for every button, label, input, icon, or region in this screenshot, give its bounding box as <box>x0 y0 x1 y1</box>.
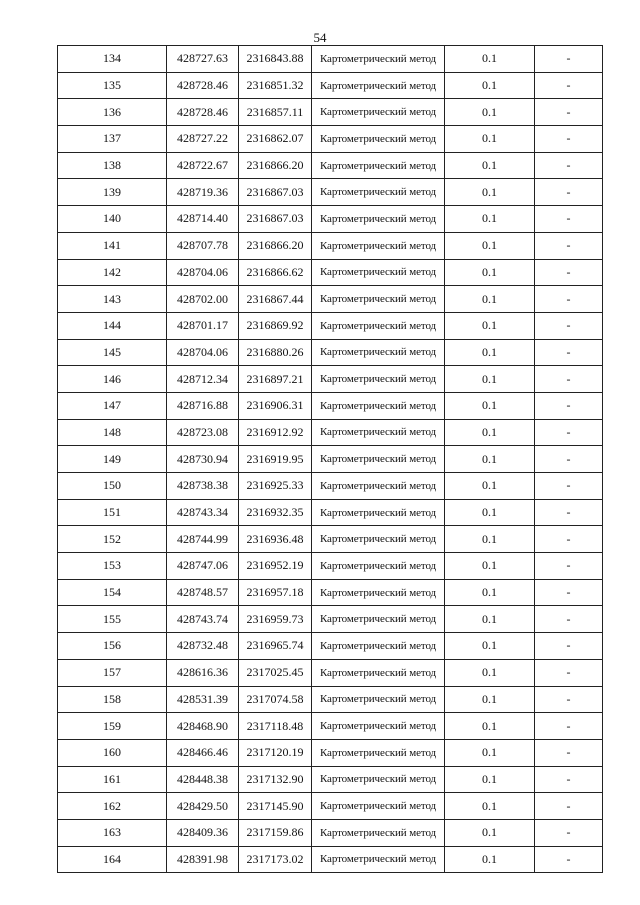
accuracy-cell: 0.1 <box>445 526 535 553</box>
method-cell: Картометрический метод <box>312 286 445 313</box>
point-number-cell: 135 <box>58 72 167 99</box>
x-coordinate-cell: 428747.06 <box>167 553 239 580</box>
point-number-cell: 152 <box>58 526 167 553</box>
accuracy-cell: 0.1 <box>445 686 535 713</box>
x-coordinate-cell: 428409.36 <box>167 819 239 846</box>
table-row <box>58 579 603 606</box>
x-coordinate-cell: 428531.39 <box>167 686 239 713</box>
point-number-cell: 142 <box>58 259 167 286</box>
table-row <box>58 392 603 419</box>
x-coordinate-cell: 428707.78 <box>167 232 239 259</box>
table-row <box>58 766 603 793</box>
x-coordinate-cell: 428704.06 <box>167 339 239 366</box>
method-cell: Картометрический метод <box>312 739 445 766</box>
method-cell: Картометрический метод <box>312 526 445 553</box>
point-number-cell: 150 <box>58 473 167 500</box>
y-coordinate-cell: 2316869.92 <box>239 312 312 339</box>
point-number-cell: 141 <box>58 232 167 259</box>
method-cell: Картометрический метод <box>312 793 445 820</box>
note-cell: - <box>535 152 603 179</box>
accuracy-cell: 0.1 <box>445 846 535 873</box>
table-row <box>58 206 603 233</box>
accuracy-cell: 0.1 <box>445 446 535 473</box>
note-cell: - <box>535 659 603 686</box>
table-row <box>58 286 603 313</box>
x-coordinate-cell: 428727.22 <box>167 126 239 153</box>
accuracy-cell: 0.1 <box>445 633 535 660</box>
note-cell: - <box>535 499 603 526</box>
table-row <box>58 99 603 126</box>
point-number-cell: 164 <box>58 846 167 873</box>
note-cell: - <box>535 579 603 606</box>
note-cell: - <box>535 713 603 740</box>
note-cell: - <box>535 419 603 446</box>
accuracy-cell: 0.1 <box>445 366 535 393</box>
point-number-cell: 153 <box>58 553 167 580</box>
method-cell: Картометрический метод <box>312 499 445 526</box>
method-cell: Картометрический метод <box>312 72 445 99</box>
y-coordinate-cell: 2316897.21 <box>239 366 312 393</box>
x-coordinate-cell: 428748.57 <box>167 579 239 606</box>
accuracy-cell: 0.1 <box>445 793 535 820</box>
table-row <box>58 553 603 580</box>
note-cell: - <box>535 446 603 473</box>
accuracy-cell: 0.1 <box>445 499 535 526</box>
accuracy-cell: 0.1 <box>445 419 535 446</box>
point-number-cell: 146 <box>58 366 167 393</box>
table-row <box>58 72 603 99</box>
note-cell: - <box>535 793 603 820</box>
table-row <box>58 606 603 633</box>
accuracy-cell: 0.1 <box>445 72 535 99</box>
x-coordinate-cell: 428719.36 <box>167 179 239 206</box>
note-cell: - <box>535 99 603 126</box>
accuracy-cell: 0.1 <box>445 152 535 179</box>
x-coordinate-cell: 428743.34 <box>167 499 239 526</box>
table-row <box>58 846 603 873</box>
note-cell: - <box>535 126 603 153</box>
point-number-cell: 163 <box>58 819 167 846</box>
point-number-cell: 151 <box>58 499 167 526</box>
accuracy-cell: 0.1 <box>445 766 535 793</box>
accuracy-cell: 0.1 <box>445 713 535 740</box>
table-row <box>58 339 603 366</box>
point-number-cell: 137 <box>58 126 167 153</box>
table-row <box>58 152 603 179</box>
accuracy-cell: 0.1 <box>445 46 535 73</box>
method-cell: Картометрический метод <box>312 766 445 793</box>
accuracy-cell: 0.1 <box>445 606 535 633</box>
note-cell: - <box>535 179 603 206</box>
x-coordinate-cell: 428429.50 <box>167 793 239 820</box>
point-number-cell: 138 <box>58 152 167 179</box>
y-coordinate-cell: 2316906.31 <box>239 392 312 419</box>
point-number-cell: 143 <box>58 286 167 313</box>
y-coordinate-cell: 2316866.20 <box>239 232 312 259</box>
y-coordinate-cell: 2316952.19 <box>239 553 312 580</box>
x-coordinate-cell: 428702.00 <box>167 286 239 313</box>
method-cell: Картометрический метод <box>312 686 445 713</box>
table-row <box>58 446 603 473</box>
y-coordinate-cell: 2317173.02 <box>239 846 312 873</box>
accuracy-cell: 0.1 <box>445 126 535 153</box>
table-row <box>58 793 603 820</box>
point-number-cell: 144 <box>58 312 167 339</box>
method-cell: Картометрический метод <box>312 152 445 179</box>
point-number-cell: 159 <box>58 713 167 740</box>
y-coordinate-cell: 2316965.74 <box>239 633 312 660</box>
x-coordinate-cell: 428744.99 <box>167 526 239 553</box>
method-cell: Картометрический метод <box>312 713 445 740</box>
method-cell: Картометрический метод <box>312 419 445 446</box>
y-coordinate-cell: 2316867.03 <box>239 206 312 233</box>
y-coordinate-cell: 2317120.19 <box>239 739 312 766</box>
method-cell: Картометрический метод <box>312 446 445 473</box>
table-row <box>58 819 603 846</box>
point-number-cell: 149 <box>58 446 167 473</box>
accuracy-cell: 0.1 <box>445 312 535 339</box>
note-cell: - <box>535 232 603 259</box>
table-row <box>58 259 603 286</box>
y-coordinate-cell: 2316851.32 <box>239 72 312 99</box>
y-coordinate-cell: 2317145.90 <box>239 793 312 820</box>
method-cell: Картометрический метод <box>312 99 445 126</box>
x-coordinate-cell: 428727.63 <box>167 46 239 73</box>
y-coordinate-cell: 2317025.45 <box>239 659 312 686</box>
point-number-cell: 140 <box>58 206 167 233</box>
method-cell: Картометрический метод <box>312 179 445 206</box>
note-cell: - <box>535 366 603 393</box>
point-number-cell: 157 <box>58 659 167 686</box>
accuracy-cell: 0.1 <box>445 99 535 126</box>
method-cell: Картометрический метод <box>312 819 445 846</box>
note-cell: - <box>535 633 603 660</box>
accuracy-cell: 0.1 <box>445 579 535 606</box>
note-cell: - <box>535 553 603 580</box>
accuracy-cell: 0.1 <box>445 206 535 233</box>
table-row <box>58 499 603 526</box>
table-row <box>58 179 603 206</box>
accuracy-cell: 0.1 <box>445 553 535 580</box>
method-cell: Картометрический метод <box>312 473 445 500</box>
note-cell: - <box>535 606 603 633</box>
method-cell: Картометрический метод <box>312 206 445 233</box>
y-coordinate-cell: 2316866.62 <box>239 259 312 286</box>
x-coordinate-cell: 428466.46 <box>167 739 239 766</box>
accuracy-cell: 0.1 <box>445 232 535 259</box>
y-coordinate-cell: 2316867.03 <box>239 179 312 206</box>
x-coordinate-cell: 428391.98 <box>167 846 239 873</box>
table-row <box>58 126 603 153</box>
accuracy-cell: 0.1 <box>445 739 535 766</box>
x-coordinate-cell: 428716.88 <box>167 392 239 419</box>
note-cell: - <box>535 392 603 419</box>
point-number-cell: 148 <box>58 419 167 446</box>
method-cell: Картометрический метод <box>312 312 445 339</box>
method-cell: Картометрический метод <box>312 659 445 686</box>
x-coordinate-cell: 428728.46 <box>167 99 239 126</box>
accuracy-cell: 0.1 <box>445 819 535 846</box>
note-cell: - <box>535 72 603 99</box>
x-coordinate-cell: 428738.38 <box>167 473 239 500</box>
point-number-cell: 156 <box>58 633 167 660</box>
y-coordinate-cell: 2316959.73 <box>239 606 312 633</box>
method-cell: Картометрический метод <box>312 366 445 393</box>
x-coordinate-cell: 428704.06 <box>167 259 239 286</box>
accuracy-cell: 0.1 <box>445 473 535 500</box>
coordinates-table-body <box>58 46 603 873</box>
accuracy-cell: 0.1 <box>445 286 535 313</box>
point-number-cell: 136 <box>58 99 167 126</box>
point-number-cell: 147 <box>58 392 167 419</box>
note-cell: - <box>535 259 603 286</box>
note-cell: - <box>535 766 603 793</box>
point-number-cell: 160 <box>58 739 167 766</box>
y-coordinate-cell: 2317118.48 <box>239 713 312 740</box>
table-row <box>58 366 603 393</box>
y-coordinate-cell: 2316912.92 <box>239 419 312 446</box>
point-number-cell: 134 <box>58 46 167 73</box>
table-row <box>58 526 603 553</box>
x-coordinate-cell: 428722.67 <box>167 152 239 179</box>
table-row <box>58 473 603 500</box>
x-coordinate-cell: 428468.90 <box>167 713 239 740</box>
point-number-cell: 154 <box>58 579 167 606</box>
x-coordinate-cell: 428728.46 <box>167 72 239 99</box>
method-cell: Картометрический метод <box>312 579 445 606</box>
note-cell: - <box>535 312 603 339</box>
y-coordinate-cell: 2316936.48 <box>239 526 312 553</box>
note-cell: - <box>535 339 603 366</box>
x-coordinate-cell: 428730.94 <box>167 446 239 473</box>
note-cell: - <box>535 206 603 233</box>
method-cell: Картометрический метод <box>312 339 445 366</box>
method-cell: Картометрический метод <box>312 259 445 286</box>
table-row <box>58 312 603 339</box>
method-cell: Картометрический метод <box>312 606 445 633</box>
x-coordinate-cell: 428701.17 <box>167 312 239 339</box>
accuracy-cell: 0.1 <box>445 392 535 419</box>
point-number-cell: 139 <box>58 179 167 206</box>
note-cell: - <box>535 819 603 846</box>
accuracy-cell: 0.1 <box>445 259 535 286</box>
note-cell: - <box>535 739 603 766</box>
point-number-cell: 145 <box>58 339 167 366</box>
note-cell: - <box>535 526 603 553</box>
x-coordinate-cell: 428712.34 <box>167 366 239 393</box>
y-coordinate-cell: 2316843.88 <box>239 46 312 73</box>
method-cell: Картометрический метод <box>312 392 445 419</box>
table-row <box>58 659 603 686</box>
point-number-cell: 161 <box>58 766 167 793</box>
point-number-cell: 162 <box>58 793 167 820</box>
note-cell: - <box>535 846 603 873</box>
note-cell: - <box>535 686 603 713</box>
y-coordinate-cell: 2316857.11 <box>239 99 312 126</box>
page-number: 54 <box>313 30 327 45</box>
note-cell: - <box>535 286 603 313</box>
table-row <box>58 686 603 713</box>
method-cell: Картометрический метод <box>312 126 445 153</box>
method-cell: Картометрический метод <box>312 553 445 580</box>
table-row <box>58 739 603 766</box>
x-coordinate-cell: 428732.48 <box>167 633 239 660</box>
y-coordinate-cell: 2316957.18 <box>239 579 312 606</box>
y-coordinate-cell: 2316866.20 <box>239 152 312 179</box>
y-coordinate-cell: 2317159.86 <box>239 819 312 846</box>
y-coordinate-cell: 2316862.07 <box>239 126 312 153</box>
method-cell: Картометрический метод <box>312 232 445 259</box>
method-cell: Картометрический метод <box>312 846 445 873</box>
point-number-cell: 155 <box>58 606 167 633</box>
method-cell: Картометрический метод <box>312 46 445 73</box>
note-cell: - <box>535 473 603 500</box>
y-coordinate-cell: 2317074.58 <box>239 686 312 713</box>
y-coordinate-cell: 2316880.26 <box>239 339 312 366</box>
x-coordinate-cell: 428743.74 <box>167 606 239 633</box>
accuracy-cell: 0.1 <box>445 179 535 206</box>
table-row <box>58 46 603 73</box>
note-cell: - <box>535 46 603 73</box>
table-row <box>58 232 603 259</box>
y-coordinate-cell: 2316932.35 <box>239 499 312 526</box>
x-coordinate-cell: 428616.36 <box>167 659 239 686</box>
x-coordinate-cell: 428723.08 <box>167 419 239 446</box>
table-row <box>58 419 603 446</box>
x-coordinate-cell: 428714.40 <box>167 206 239 233</box>
coordinates-table <box>57 45 603 873</box>
method-cell: Картометрический метод <box>312 633 445 660</box>
y-coordinate-cell: 2316919.95 <box>239 446 312 473</box>
y-coordinate-cell: 2316925.33 <box>239 473 312 500</box>
y-coordinate-cell: 2317132.90 <box>239 766 312 793</box>
accuracy-cell: 0.1 <box>445 339 535 366</box>
y-coordinate-cell: 2316867.44 <box>239 286 312 313</box>
point-number-cell: 158 <box>58 686 167 713</box>
accuracy-cell: 0.1 <box>445 659 535 686</box>
table-row <box>58 633 603 660</box>
table-row <box>58 713 603 740</box>
x-coordinate-cell: 428448.38 <box>167 766 239 793</box>
